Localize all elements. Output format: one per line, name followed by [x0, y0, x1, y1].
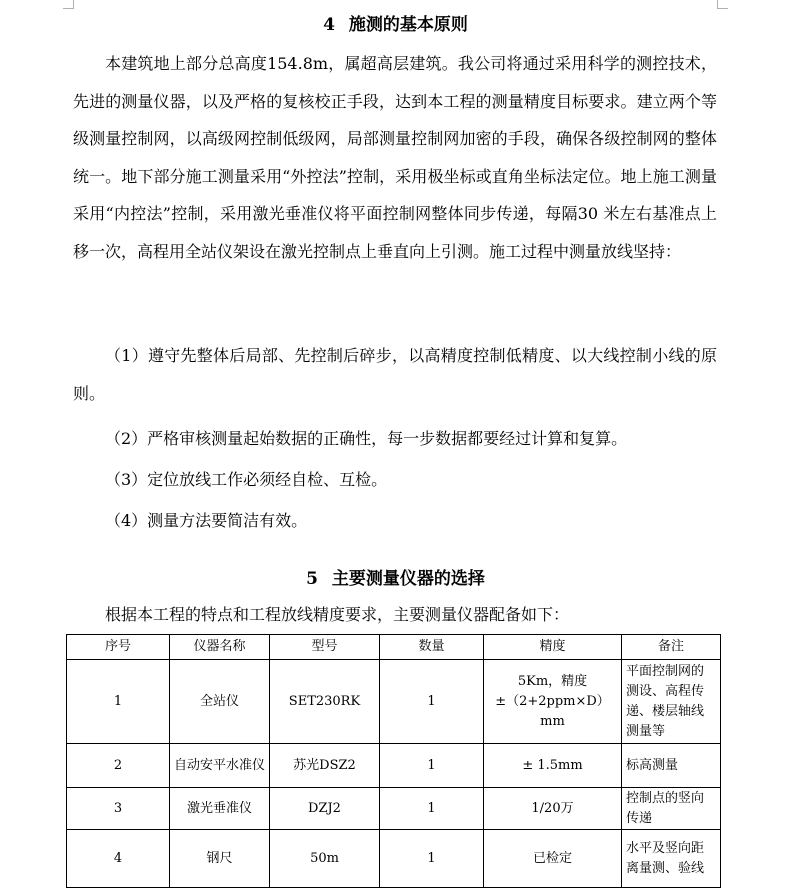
table-row — [67, 660, 721, 744]
cell-model: DZJ2 — [270, 788, 380, 830]
cell-remark: 平面控制网的测设、高程传递、楼层轴线测量等 — [622, 660, 721, 744]
table-row — [67, 830, 721, 888]
principle-item-4: （4）测量方法要简洁有效。 — [105, 511, 308, 530]
cell-qty: 1 — [380, 744, 484, 788]
cell-qty: 1 — [380, 660, 484, 744]
cell-model: SET230RK — [270, 660, 380, 744]
cell-name: 自动安平水准仪 — [170, 744, 270, 788]
cell-seq: 1 — [67, 660, 170, 744]
section-4-title: 施测的基本原则 — [348, 15, 468, 35]
section-5-heading — [0, 564, 791, 589]
principle-item-3: （3）定位放线工作必须经自检、互检。 — [105, 470, 388, 489]
cell-precision: 1/20万 — [484, 788, 622, 830]
cell-remark: 水平及竖向距离量测、验线 — [622, 830, 721, 888]
cell-precision: 5Km，精度±（2+2ppm×D）mm — [484, 660, 622, 744]
cell-seq: 3 — [67, 788, 170, 830]
cell-model: 苏光DSZ2 — [270, 744, 380, 788]
cell-seq: 2 — [67, 744, 170, 788]
cell-qty: 1 — [380, 788, 484, 830]
section-4-paragraph: 本建筑地上部分总高度154.8m，属超高层建筑。我公司将通过采用科学的测控技术，先进的测量仪器，以及严格的复核校正手段，达到本工程的测量精度目标要求。建立两个等级测量控制网，以高级网控制低级网，局部测量控制网加密的手段，确保各级控制网的整体统一。地下部分施工测量采用“外控法”控制，采用极坐标或直角坐标法定位。地上施工测量采用“内控法”控制，采用激光垂准仪将平面控制网整体同步传递，每隔30 米左右基准点上移一次，高程用全站仪架设在激光控制点上垂直向上引测。施工过程中测量放线坚持： — [73, 54, 717, 261]
cell-model: 50m — [270, 830, 380, 888]
section-4-number: 4 — [323, 15, 335, 35]
cell-qty: 1 — [380, 830, 484, 888]
cell-name: 激光垂准仪 — [170, 788, 270, 830]
cell-name: 全站仪 — [170, 660, 270, 744]
section-5-title: 主要测量仪器的选择 — [331, 569, 485, 589]
principle-item-2: （2）严格审核测量起始数据的正确性，每一步数据都要经过计算和复算。 — [105, 429, 628, 448]
page-corner-mark-left — [63, 0, 74, 9]
header-seq: 序号 — [67, 635, 170, 660]
header-qty: 数量 — [380, 635, 484, 660]
section-4-heading — [0, 10, 791, 35]
table-header-row — [67, 635, 721, 660]
header-precision: 精度 — [484, 635, 622, 660]
cell-precision: 已检定 — [484, 830, 622, 888]
cell-seq: 4 — [67, 830, 170, 888]
cell-remark: 标高测量 — [622, 744, 721, 788]
principle-item-1: （1）遵守先整体后局部、先控制后碎步，以高精度控制低精度、以大线控制小线的原则。 — [73, 346, 717, 403]
table-row — [67, 744, 721, 788]
page-corner-mark-right — [717, 0, 728, 9]
section-5-intro: 根据本工程的特点和工程放线精度要求，主要测量仪器配备如下： — [105, 605, 570, 624]
cell-precision: ± 1.5mm — [484, 744, 622, 788]
table-row — [67, 788, 721, 830]
instrument-table — [66, 634, 721, 888]
section-5-number: 5 — [306, 569, 318, 589]
header-remark: 备注 — [622, 635, 721, 660]
header-model: 型号 — [270, 635, 380, 660]
header-name: 仪器名称 — [170, 635, 270, 660]
cell-remark: 控制点的竖向传递 — [622, 788, 721, 830]
cell-name: 钢尺 — [170, 830, 270, 888]
